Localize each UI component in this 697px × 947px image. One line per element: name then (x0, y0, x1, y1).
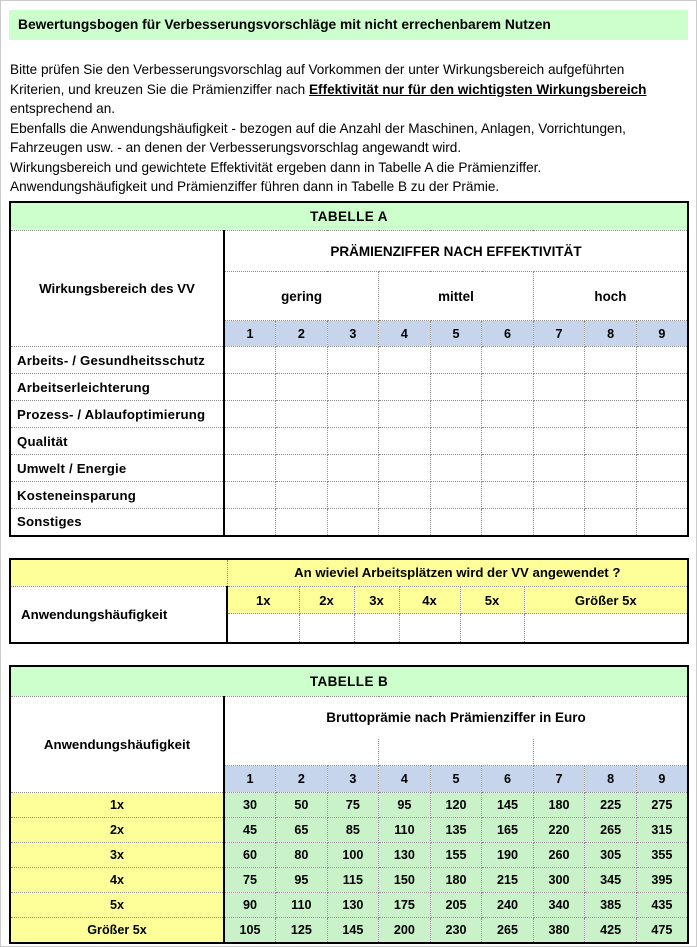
table-row (10, 482, 688, 509)
mark-cell[interactable] (636, 482, 688, 509)
mark-cell[interactable] (276, 482, 328, 509)
premium-value: 75 (224, 868, 276, 893)
mark-cell[interactable] (533, 347, 585, 374)
mark-cell[interactable] (327, 509, 379, 536)
anwendung-mark-cell[interactable] (460, 614, 524, 643)
mark-cell[interactable] (430, 482, 482, 509)
table-row (10, 455, 688, 482)
mark-cell[interactable] (276, 428, 328, 455)
premium-value: 115 (327, 868, 379, 893)
premium-value: 30 (224, 793, 276, 818)
tabelle-a-col-header: PRÄMIENZIFFER NACH EFFEKTIVITÄT (224, 231, 688, 272)
mark-cell[interactable] (533, 428, 585, 455)
mark-cell[interactable] (636, 374, 688, 401)
freq-label-2x: 2x (10, 818, 224, 843)
mark-cell[interactable] (224, 482, 276, 509)
table-row (10, 509, 688, 536)
option-4x: 4x (399, 587, 460, 614)
mark-cell[interactable] (327, 347, 379, 374)
group-hoch: hoch (533, 272, 688, 321)
mark-cell[interactable] (379, 401, 431, 428)
group-gering: gering (224, 272, 379, 321)
premium-value: 85 (327, 818, 379, 843)
row-label-prozessoptimierung: Prozess- / Ablaufoptimierung (10, 401, 224, 428)
page-title: Bewertungsbogen für Verbesserungsvorschläge mit nicht errechenbarem Nutzen (9, 10, 688, 40)
premium-value: 230 (430, 918, 482, 943)
intro-line-2-pre: Kriterien, und kreuzen Sie die Prämienziffer nach (10, 81, 309, 97)
premium-value: 95 (276, 868, 328, 893)
mark-cell[interactable] (224, 428, 276, 455)
mark-cell[interactable] (636, 509, 688, 536)
anwendung-corner-cell (10, 559, 227, 587)
col-number-4: 4 (379, 321, 431, 347)
table-row (10, 893, 688, 918)
intro-line-5: Fahrzeugen usw. - an denen der Verbesserungsvorschlag angewandt wird. (10, 140, 462, 155)
premium-value: 65 (276, 818, 328, 843)
mark-cell[interactable] (482, 455, 534, 482)
premium-value: 265 (482, 918, 534, 943)
premium-value: 190 (482, 843, 534, 868)
premium-value: 90 (224, 893, 276, 918)
premium-value: 120 (430, 793, 482, 818)
premium-value: 305 (585, 843, 637, 868)
mark-cell[interactable] (482, 347, 534, 374)
premium-value: 275 (636, 793, 688, 818)
spacer-cell (379, 739, 534, 766)
col-number-8: 8 (585, 321, 637, 347)
col-number-2: 2 (276, 766, 328, 793)
mark-cell[interactable] (224, 374, 276, 401)
mark-cell[interactable] (533, 482, 585, 509)
col-number-6: 6 (482, 321, 534, 347)
mark-cell[interactable] (379, 482, 431, 509)
freq-label-3x: 3x (10, 843, 224, 868)
intro-line-3: entsprechend an. (10, 101, 116, 116)
col-number-1: 1 (224, 766, 276, 793)
freq-label-4x: 4x (10, 868, 224, 893)
mark-cell[interactable] (430, 401, 482, 428)
premium-value: 385 (585, 893, 637, 918)
premium-value: 345 (585, 868, 637, 893)
premium-value: 200 (379, 918, 431, 943)
mark-cell[interactable] (430, 347, 482, 374)
mark-cell[interactable] (327, 482, 379, 509)
row-label-arbeitsschutz: Arbeits- / Gesundheitsschutz (10, 347, 224, 374)
premium-value: 155 (430, 843, 482, 868)
tabelle-b-col-header: Bruttoprämie nach Prämienziffer in Euro (224, 697, 688, 739)
mark-cell[interactable] (636, 401, 688, 428)
row-label-umwelt-energie: Umwelt / Energie (10, 455, 224, 482)
table-row (10, 347, 688, 374)
tabelle-a-title: TABELLE A (10, 202, 688, 231)
anwendung-mark-cell[interactable] (524, 614, 688, 643)
mark-cell[interactable] (379, 509, 431, 536)
tabelle-a-row-header: Wirkungsbereich des VV (10, 231, 224, 347)
premium-value: 220 (533, 818, 585, 843)
intro-text (10, 60, 688, 197)
premium-value: 300 (533, 868, 585, 893)
premium-value: 380 (533, 918, 585, 943)
premium-value: 125 (276, 918, 328, 943)
mark-cell[interactable] (585, 428, 637, 455)
premium-value: 135 (430, 818, 482, 843)
mark-cell[interactable] (482, 401, 534, 428)
premium-value: 260 (533, 843, 585, 868)
intro-line-7: Anwendungshäufigkeit und Prämienziffer führen dann in Tabelle B zu der Prämie. (10, 179, 500, 194)
anwendung-mark-cell[interactable] (299, 614, 354, 643)
mark-cell[interactable] (224, 401, 276, 428)
table-row (10, 793, 688, 818)
mark-cell[interactable] (636, 347, 688, 374)
col-number-5: 5 (430, 766, 482, 793)
freq-label-groesser-5x: Größer 5x (10, 918, 224, 943)
mark-cell[interactable] (276, 401, 328, 428)
option-1x: 1x (227, 587, 299, 614)
premium-value: 100 (327, 843, 379, 868)
mark-cell[interactable] (379, 428, 431, 455)
mark-cell[interactable] (482, 374, 534, 401)
mark-cell[interactable] (585, 374, 637, 401)
premium-value: 315 (636, 818, 688, 843)
premium-value: 45 (224, 818, 276, 843)
anwendung-mark-cell[interactable] (399, 614, 460, 643)
premium-value: 475 (636, 918, 688, 943)
row-label-arbeitserleichterung: Arbeitserleichterung (10, 374, 224, 401)
premium-value: 340 (533, 893, 585, 918)
mark-cell[interactable] (224, 347, 276, 374)
option-5x: 5x (460, 587, 524, 614)
premium-value: 265 (585, 818, 637, 843)
mark-cell[interactable] (379, 455, 431, 482)
option-3x: 3x (354, 587, 399, 614)
col-number-8: 8 (585, 766, 637, 793)
mark-cell[interactable] (585, 347, 637, 374)
col-number-4: 4 (379, 766, 431, 793)
mark-cell[interactable] (585, 509, 637, 536)
mark-cell[interactable] (276, 455, 328, 482)
tabelle-a (9, 201, 689, 537)
tabelle-b-title: TABELLE B (10, 666, 688, 697)
premium-value: 145 (482, 793, 534, 818)
premium-value: 50 (276, 793, 328, 818)
premium-value: 435 (636, 893, 688, 918)
mark-cell[interactable] (430, 374, 482, 401)
mark-cell[interactable] (430, 509, 482, 536)
option-2x: 2x (299, 587, 354, 614)
premium-value: 165 (482, 818, 534, 843)
row-label-qualitaet: Qualität (10, 428, 224, 455)
mark-cell[interactable] (430, 428, 482, 455)
premium-value: 110 (379, 818, 431, 843)
premium-value: 150 (379, 868, 431, 893)
mark-cell[interactable] (276, 374, 328, 401)
mark-cell[interactable] (327, 455, 379, 482)
premium-value: 175 (379, 893, 431, 918)
col-number-7: 7 (533, 321, 585, 347)
premium-value: 205 (430, 893, 482, 918)
premium-value: 95 (379, 793, 431, 818)
mark-cell[interactable] (533, 509, 585, 536)
mark-cell[interactable] (482, 428, 534, 455)
mark-cell[interactable] (585, 401, 637, 428)
anwendung-mark-cell[interactable] (227, 614, 299, 643)
col-number-7: 7 (533, 766, 585, 793)
table-row (10, 428, 688, 455)
premium-value: 75 (327, 793, 379, 818)
mark-cell[interactable] (379, 347, 431, 374)
intro-line-4: Ebenfalls die Anwendungshäufigkeit - bezogen auf die Anzahl der Maschinen, Anlagen, Vorrichtungen, (10, 120, 626, 136)
anwendung-question: An wieviel Arbeitsplätzen wird der VV angewendet ? (227, 559, 688, 587)
col-number-6: 6 (482, 766, 534, 793)
row-label-sonstiges: Sonstiges (10, 509, 224, 536)
mark-cell[interactable] (636, 455, 688, 482)
mark-cell[interactable] (533, 401, 585, 428)
col-number-2: 2 (276, 321, 328, 347)
freq-label-1x: 1x (10, 793, 224, 818)
intro-line-6: Wirkungsbereich und gewichtete Effektivität ergeben dann in Tabelle A die Prämienziffer. (10, 159, 542, 175)
mark-cell[interactable] (585, 455, 637, 482)
premium-value: 130 (327, 893, 379, 918)
mark-cell[interactable] (533, 455, 585, 482)
mark-cell[interactable] (276, 347, 328, 374)
tabelle-b-row-header: Anwendungshäufigkeit (10, 697, 224, 793)
anwendung-mark-cell[interactable] (354, 614, 399, 643)
premium-value: 425 (585, 918, 637, 943)
intro-emphasis: Effektivität nur für den wichtigsten Wirkungsbereich (308, 81, 647, 97)
mark-cell[interactable] (327, 401, 379, 428)
mark-cell[interactable] (585, 482, 637, 509)
premium-value: 395 (636, 868, 688, 893)
spacer-cell (224, 739, 379, 766)
col-number-9: 9 (636, 321, 688, 347)
table-row (10, 918, 688, 943)
premium-value: 180 (533, 793, 585, 818)
premium-value: 355 (636, 843, 688, 868)
col-number-9: 9 (636, 766, 688, 793)
mark-cell[interactable] (482, 509, 534, 536)
premium-value: 60 (224, 843, 276, 868)
spacer-cell (533, 739, 688, 766)
mark-cell[interactable] (379, 374, 431, 401)
mark-cell[interactable] (276, 509, 328, 536)
anwendung-row-header: Anwendungshäufigkeit (10, 587, 227, 643)
col-number-3: 3 (327, 321, 379, 347)
mark-cell[interactable] (636, 428, 688, 455)
mark-cell[interactable] (327, 428, 379, 455)
col-number-5: 5 (430, 321, 482, 347)
mark-cell[interactable] (430, 455, 482, 482)
freq-label-5x: 5x (10, 893, 224, 918)
premium-value: 215 (482, 868, 534, 893)
group-mittel: mittel (379, 272, 534, 321)
premium-value: 110 (276, 893, 328, 918)
premium-value: 145 (327, 918, 379, 943)
table-row (10, 374, 688, 401)
premium-value: 130 (379, 843, 431, 868)
premium-value: 225 (585, 793, 637, 818)
table-row (10, 843, 688, 868)
intro-line-1: Bitte prüfen Sie den Verbesserungsvorschlag auf Vorkommen der unter Wirkungsbereich aufgeführten (10, 62, 625, 77)
mark-cell[interactable] (224, 455, 276, 482)
table-row (10, 401, 688, 428)
mark-cell[interactable] (533, 374, 585, 401)
col-number-3: 3 (327, 766, 379, 793)
anwendung-table (9, 558, 689, 644)
col-number-1: 1 (224, 321, 276, 347)
mark-cell[interactable] (482, 482, 534, 509)
mark-cell[interactable] (224, 509, 276, 536)
premium-value: 240 (482, 893, 534, 918)
option-groesser-5x: Größer 5x (524, 587, 688, 614)
premium-value: 105 (224, 918, 276, 943)
premium-value: 80 (276, 843, 328, 868)
premium-value: 180 (430, 868, 482, 893)
table-row (10, 818, 688, 843)
tabelle-b (9, 665, 689, 944)
row-label-kosteneinsparung: Kosteneinsparung (10, 482, 224, 509)
mark-cell[interactable] (327, 374, 379, 401)
table-row (10, 868, 688, 893)
